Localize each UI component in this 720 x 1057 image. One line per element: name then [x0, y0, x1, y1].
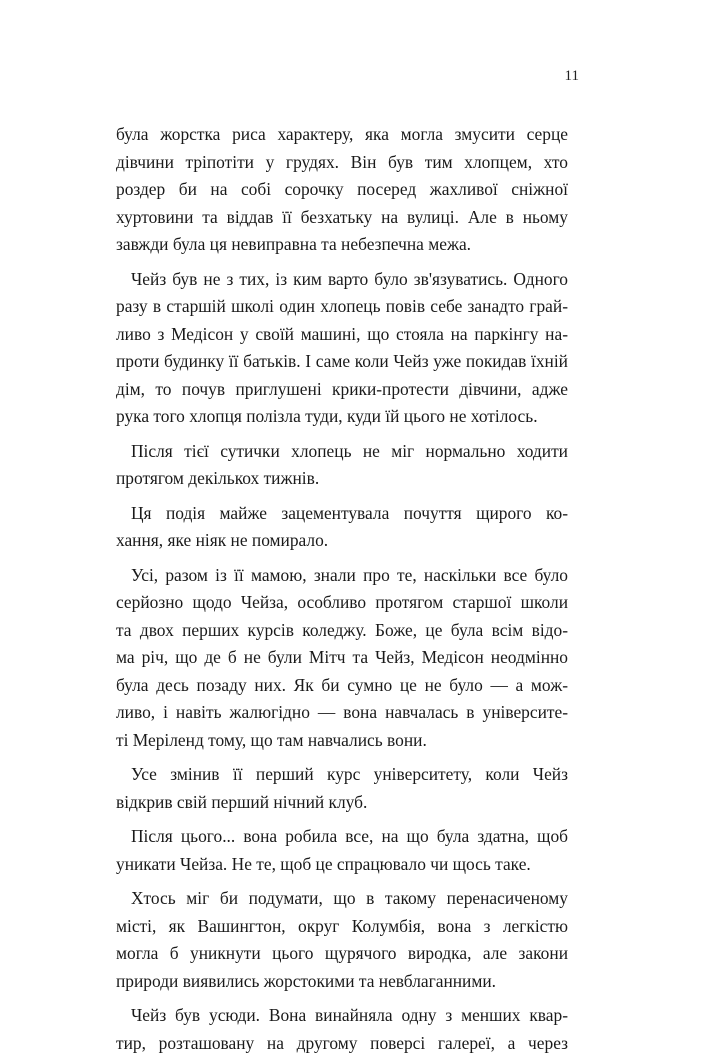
text-line: Чейз був не з тих, із ким варто було зв'язуватись. Одного — [116, 266, 568, 294]
text-line: Усе змінив її перший курс університету, коли Чейз — [116, 761, 568, 789]
paragraph — [116, 761, 568, 816]
text-line: рука того хлопця полізла туди, куди їй цього не хотілось. — [116, 403, 568, 431]
paragraph-gap — [116, 555, 568, 562]
text-line: та двох перших курсів коледжу. Боже, це була всім відо- — [116, 617, 568, 645]
paragraph — [116, 885, 568, 995]
paragraph — [116, 562, 568, 755]
text-line: хання, яке ніяк не помирало. — [116, 527, 568, 555]
text-line: протягом декількох тижнів. — [116, 465, 568, 493]
paragraph-gap — [116, 754, 568, 761]
text-line: уникати Чейза. Не те, щоб це спрацювало чи щось таке. — [116, 851, 568, 879]
text-line: дівчини тріпотіти у грудях. Він був тим хлопцем, хто — [116, 149, 568, 177]
paragraph-gap — [116, 259, 568, 266]
page-number: 11 — [565, 68, 579, 85]
text-line: могла б уникнути цього щурячого виродка, але закони — [116, 940, 568, 968]
text-line: Ця подія майже зацементувала почуття щирого ко- — [116, 500, 568, 528]
text-line: ма річ, що де б не були Мітч та Чейз, Медісон неодмінно — [116, 644, 568, 672]
text-line: завжди була ця невиправна та небезпечна межа. — [116, 231, 568, 259]
text-line: проти будинку її батьків. І саме коли Чейз уже покидав їхній — [116, 348, 568, 376]
paragraph-gap — [116, 431, 568, 438]
text-line: Чейз був усюди. Вона винайняла одну з менших квар- — [116, 1002, 568, 1030]
text-line: роздер би на собі сорочку посеред жахливої сніжної — [116, 176, 568, 204]
text-line: ливо, і навіть жалюгідно — вона навчалась в університе- — [116, 699, 568, 727]
text-line: ті Меріленд тому, що там навчались вони. — [116, 727, 568, 755]
body-text — [116, 121, 568, 1057]
paragraph — [116, 823, 568, 878]
text-line: серйозно щодо Чейза, особливо протягом старшої школи — [116, 589, 568, 617]
paragraph-gap — [116, 816, 568, 823]
paragraph-gap — [116, 493, 568, 500]
text-line: була десь позаду них. Як би сумно це не було — а мож- — [116, 672, 568, 700]
text-line: тир, розташовану на другому поверсі галереї, а через — [116, 1030, 568, 1057]
text-line: разу в старшій школі один хлопець повів себе занадто грай- — [116, 293, 568, 321]
paragraph — [116, 438, 568, 493]
text-line: Усі, разом із її мамою, знали про те, наскільки все було — [116, 562, 568, 590]
text-line: місті, як Вашингтон, округ Колумбія, вона з легкістю — [116, 913, 568, 941]
text-line: хуртовини та віддав її безхатьку на вулиці. Але в ньому — [116, 204, 568, 232]
text-line: ливо з Медісон у своїй машині, що стояла на паркінгу на- — [116, 321, 568, 349]
paragraph — [116, 500, 568, 555]
text-line: Після цього... вона робила все, на що була здатна, щоб — [116, 823, 568, 851]
paragraph — [116, 266, 568, 431]
text-line: була жорстка риса характеру, яка могла змусити серце — [116, 121, 568, 149]
paragraph — [116, 121, 568, 259]
paragraph — [116, 1002, 568, 1057]
text-line: Після тієї сутички хлопець не міг нормально ходити — [116, 438, 568, 466]
text-line: відкрив свій перший нічний клуб. — [116, 789, 568, 817]
paragraph-gap — [116, 995, 568, 1002]
text-line: Хтось міг би подумати, що в такому перенасиченому — [116, 885, 568, 913]
text-line: дім, то почув приглушені крики-протести дівчини, адже — [116, 376, 568, 404]
text-line: природи виявились жорстокими та невблаганними. — [116, 968, 568, 996]
paragraph-gap — [116, 878, 568, 885]
